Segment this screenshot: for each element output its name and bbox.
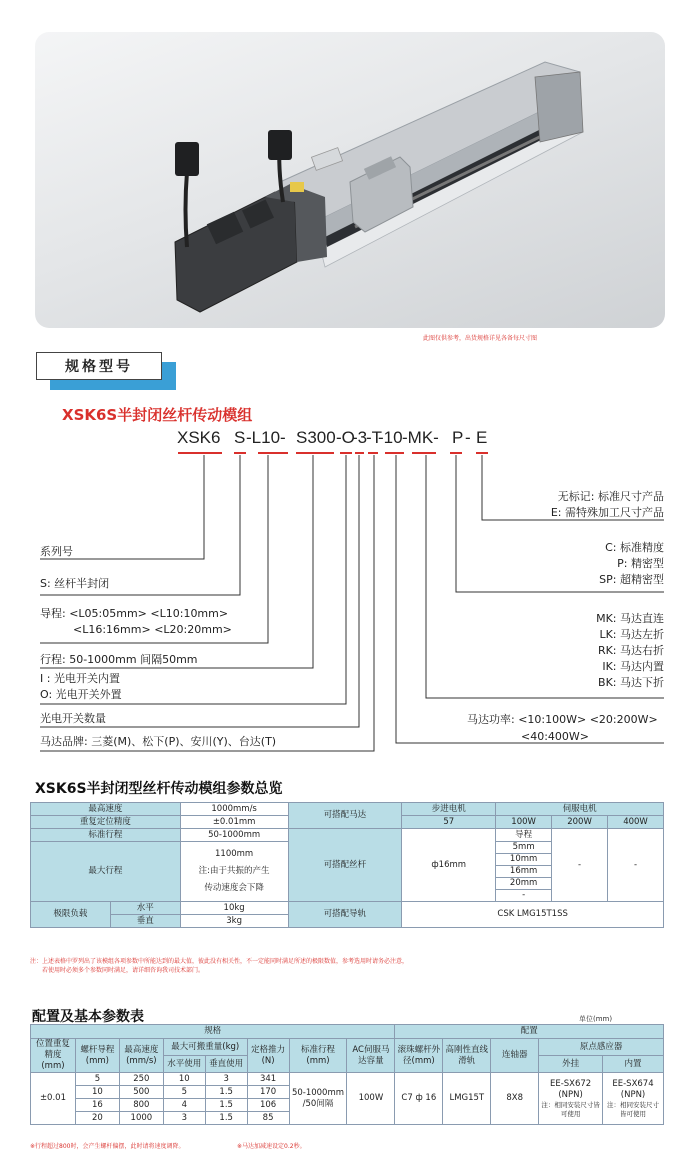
model-title: XSK6S半封闭丝杆传动模组 xyxy=(62,406,253,424)
cell-lead: 10 xyxy=(75,1086,119,1099)
cell-h-servo: AC伺服马达容量 xyxy=(347,1039,395,1073)
cell-h-thrust: 定格推力(N) xyxy=(247,1039,289,1073)
label-power-2: <40:400W> xyxy=(521,730,590,743)
sensor-out-type: (NPN) xyxy=(558,1089,583,1100)
label-bk: BK: 马达下折 xyxy=(598,676,664,689)
label-power-1: 马达功率: <10:100W> <20:200W> xyxy=(467,713,658,726)
label-sensor-out: O: 光电开关外置 xyxy=(40,688,122,701)
cell-h-ball: 滚珠螺杆外径(mm) xyxy=(395,1039,443,1073)
sensor-in-type: (NPN) xyxy=(620,1089,646,1100)
label-lk: LK: 马达左折 xyxy=(599,628,664,641)
code-sensor: -O xyxy=(336,428,355,447)
cell-ball: C7 ф 16 xyxy=(395,1073,443,1125)
cell-horiz: 水平 xyxy=(110,902,180,915)
cell-speed: 1000 xyxy=(119,1112,163,1125)
cell-stepper: 步进电机 xyxy=(402,803,496,816)
label-c-precision: C: 标准精度 xyxy=(605,541,664,554)
table2-footnote-2: ※马达加减速设定0.2秒。 xyxy=(237,1143,306,1150)
cell-load-label: 极限负载 xyxy=(31,902,111,928)
cell-lead: 20 xyxy=(75,1112,119,1125)
cell-vert: 垂直 xyxy=(110,915,180,928)
sensor-out-model: EE-SX672 xyxy=(549,1078,592,1089)
config-table xyxy=(30,1024,664,1125)
max-stroke-note-2: 传动速度会下降 xyxy=(204,883,264,893)
max-stroke-value: 1100mm xyxy=(215,849,254,859)
cell-200w-dash: - xyxy=(552,829,608,902)
cell-sensor-in xyxy=(603,1073,664,1125)
label-ik: IK: 马达内置 xyxy=(602,660,664,673)
label-sensor-in: I : 光电开关内置 xyxy=(40,672,120,685)
photo-note: 此图仅供参考，出货规格详见各备每尺寸图 xyxy=(423,335,538,342)
cell-h-coupling: 连轴器 xyxy=(491,1039,539,1073)
cell-load-h: 3 xyxy=(163,1112,205,1125)
cell-screw-val: ф16mm xyxy=(402,829,496,902)
cell-speed: 800 xyxy=(119,1099,163,1112)
table1-title: XSK6S半封闭型丝杆传动模组参数总览 xyxy=(35,781,283,797)
label-sp-precision: SP: 超精密型 xyxy=(599,573,664,586)
cell-thrust: 85 xyxy=(247,1112,289,1125)
code-special: E xyxy=(476,428,488,447)
cell-load-h: 5 xyxy=(163,1086,205,1099)
cell-lead-10: 10mm xyxy=(496,854,552,866)
cell-speed: 250 xyxy=(119,1073,163,1086)
cell-std-stroke-label: 标准行程 xyxy=(31,829,181,842)
params-table xyxy=(30,802,664,928)
cell-servo: 伺服电机 xyxy=(496,803,664,816)
label-lead-1: 导程: <L05:05mm> <L10:10mm> xyxy=(40,607,229,620)
cell-100w: 100W xyxy=(496,816,552,829)
table1-note-2: 若使用时必须多个参数同时满足，请详细咨询我司技术部门。 xyxy=(42,967,205,974)
cell-repeat: ±0.01mm xyxy=(180,816,288,829)
cell-load-v: 1.5 xyxy=(205,1112,247,1125)
cell-400w: 400W xyxy=(608,816,664,829)
code-precision: P xyxy=(452,428,464,447)
code-motor-mount: -MK- xyxy=(402,428,439,447)
code-sensor-qty: -3 xyxy=(352,428,368,447)
cell-screw-label: 可搭配丝杆 xyxy=(288,829,402,902)
cell-stroke: 50-1000mm /50间隔 xyxy=(289,1073,347,1125)
cell-thrust: 341 xyxy=(247,1073,289,1086)
label-e-mark: E: 需特殊加工尺寸产品 xyxy=(550,506,664,519)
cell-max-speed: 1000mm/s xyxy=(180,803,288,816)
cell-accuracy: ±0.01 xyxy=(31,1073,76,1125)
cell-h-load: 最大可搬重量(kg) xyxy=(163,1039,247,1056)
table2-footnote-1: ※行程超过800时，会产生螺杆偏摆，此时请将速度调降。 xyxy=(30,1143,185,1150)
label-stroke: 行程: 50-1000mm 间隔50mm xyxy=(40,653,198,666)
cell-sensor-out xyxy=(539,1073,603,1125)
cell-lead-16: 16mm xyxy=(496,866,552,878)
cell-servo: 100W xyxy=(347,1073,395,1125)
cell-lead-20: 20mm xyxy=(496,878,552,890)
cell-std-stroke: 50-1000mm xyxy=(180,829,288,842)
cell-rail: LMG15T xyxy=(443,1073,491,1125)
cell-coupling: 8X8 xyxy=(491,1073,539,1125)
cell-load-v: 1.5 xyxy=(205,1086,247,1099)
cell-max-stroke xyxy=(180,842,288,902)
cell-horiz-val: 10kg xyxy=(180,902,288,915)
cell-lead-header: 导程 xyxy=(496,829,552,842)
cell-load-v: 1.5 xyxy=(205,1099,247,1112)
sensor-in-note: 注：相同安装尺寸皆可使用 xyxy=(607,1100,660,1118)
cell-400w-dash: - xyxy=(608,829,664,902)
cell-lead-5: 5mm xyxy=(496,842,552,854)
cell-spec: 规格 xyxy=(31,1025,395,1039)
cell-200w: 200W xyxy=(552,816,608,829)
cell-load-h: 4 xyxy=(163,1099,205,1112)
table2-unit: 单位(mm) xyxy=(579,1015,613,1023)
label-lead-2: <L16:16mm> <L20:20mm> xyxy=(73,623,232,636)
table1-note-1: 注：上述表格中罗列出了该模组各项参数中所能达到的最大值，彼此没有相关性，不一定能同时满足所述的极限数值，参考选用时请务必注意， xyxy=(30,958,409,965)
cell-lead: 5 xyxy=(75,1073,119,1086)
code-dash: - xyxy=(465,428,471,447)
label-rk: RK: 马达右折 xyxy=(597,644,664,657)
cell-rail-val: CSK LMG15T1SS xyxy=(402,902,664,928)
cell-load-h: 10 xyxy=(163,1073,205,1086)
cell-stepper-val: 57 xyxy=(402,816,496,829)
cell-h-in: 内置 xyxy=(603,1056,664,1073)
code-lead: -L10- xyxy=(246,428,286,447)
label-p-precision: P: 精密型 xyxy=(617,557,664,570)
cell-h-speed: 最高速度(mm/s) xyxy=(119,1039,163,1073)
cell-rail-label: 可搭配导轨 xyxy=(288,902,402,928)
cell-h-load-v: 垂直使用 xyxy=(205,1056,247,1073)
cell-lead-dash: - xyxy=(496,890,552,902)
code-series: XSK6 xyxy=(177,428,221,447)
cell-h-out: 外挂 xyxy=(539,1056,603,1073)
cell-load-v: 3 xyxy=(205,1073,247,1086)
code-screw: S xyxy=(234,428,246,447)
code-stroke: S300 xyxy=(296,428,336,447)
label-sensor-qty: 光电开关数量 xyxy=(40,712,106,725)
cell-vert-val: 3kg xyxy=(180,915,288,928)
cell-motor-label: 可搭配马达 xyxy=(288,803,402,829)
max-stroke-note-1: 注:由于共振的产生 xyxy=(198,866,270,876)
sensor-in-model: EE-SX674 xyxy=(612,1078,654,1089)
cell-max-stroke-label: 最大行程 xyxy=(31,842,181,902)
table2-title: 配置及基本参数表 xyxy=(32,1009,144,1025)
label-no-mark: 无标记: 标准尺寸产品 xyxy=(557,490,664,503)
cell-h-lead: 螺杆导程(mm) xyxy=(75,1039,119,1073)
cell-h-stroke: 标准行程(mm) xyxy=(289,1039,347,1073)
cell-lead: 16 xyxy=(75,1099,119,1112)
label-motor-brand: 马达品牌: 三菱(M)、松下(P)、安川(Y)、台达(T) xyxy=(40,735,277,748)
section-header-label: 规格型号 xyxy=(36,352,162,380)
cell-h-rail: 高刚性直线滑轨 xyxy=(443,1039,491,1073)
cell-h-accuracy: 位置重复精度(mm) xyxy=(31,1039,76,1073)
label-series: 系列号 xyxy=(40,545,73,558)
cell-thrust: 106 xyxy=(247,1099,289,1112)
cell-h-load-h: 水平使用 xyxy=(163,1056,205,1073)
code-motor-brand: -T xyxy=(366,428,383,447)
sensor-out-note: 注：相同安装尺寸皆可使用 xyxy=(541,1100,600,1118)
cell-config: 配置 xyxy=(395,1025,664,1039)
cell-repeat-label: 重复定位精度 xyxy=(31,816,181,829)
label-screw: S: 丝杆半封闭 xyxy=(40,577,110,590)
cell-max-speed-label: 最高速度 xyxy=(31,803,181,816)
label-mk: MK: 马达直连 xyxy=(596,612,664,625)
cell-thrust: 170 xyxy=(247,1086,289,1099)
cell-speed: 500 xyxy=(119,1086,163,1099)
code-power: -10 xyxy=(378,428,403,447)
cell-h-sensor: 原点感应器 xyxy=(539,1039,664,1056)
